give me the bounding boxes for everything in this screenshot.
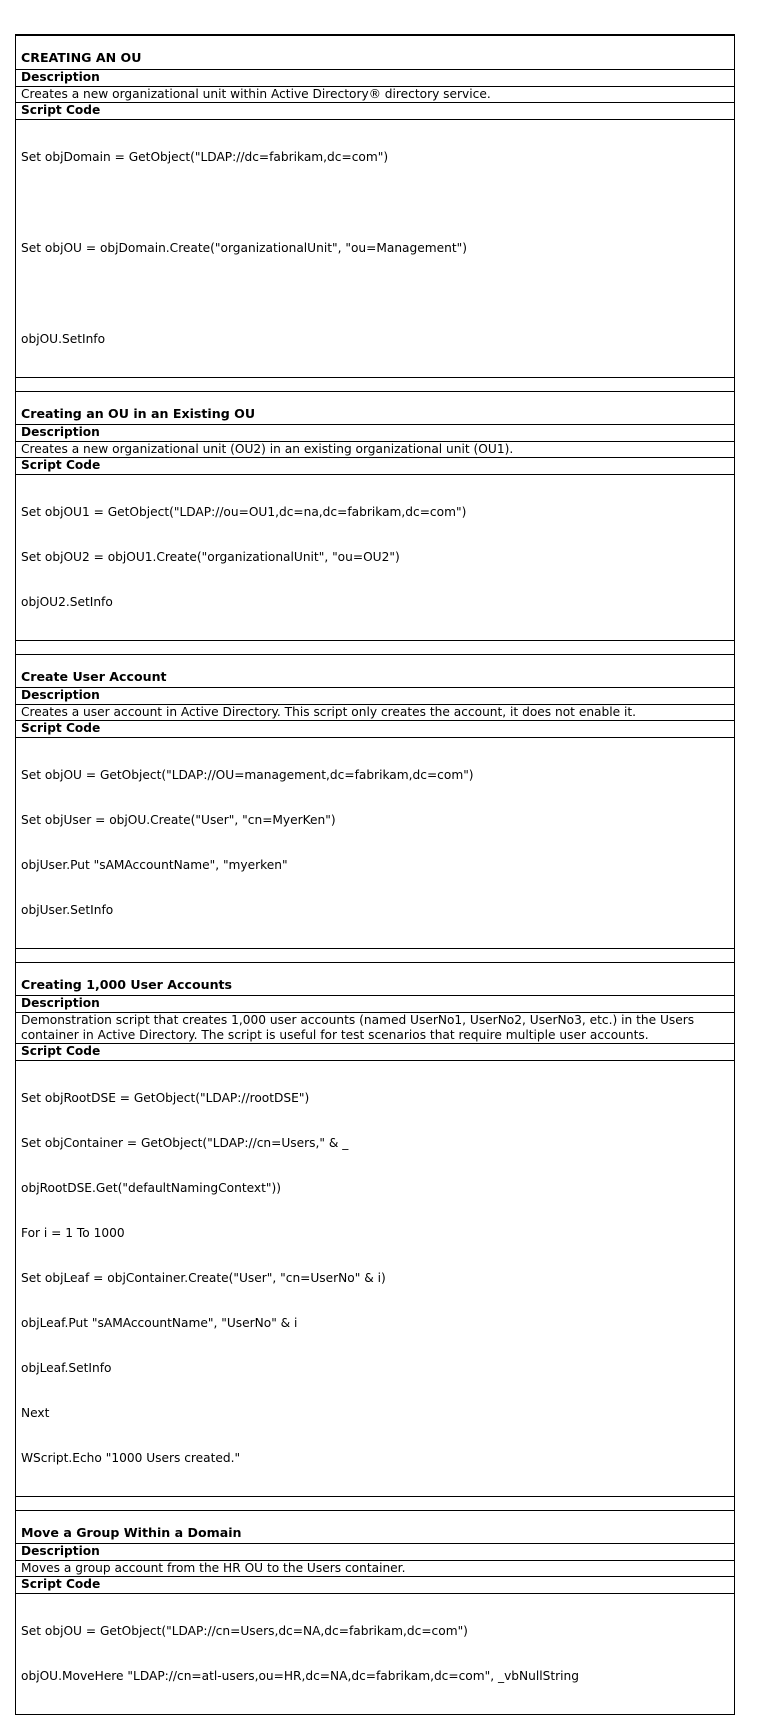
section-title: Creating an OU in an Existing OU [16,391,734,424]
script-code-block [16,737,734,948]
description-text: Demonstration script that creates 1,000 user accounts (named UserNo1, UserNo2, UserNo3, etc.) in the Users container in Active Directory. The script is useful for test scenarios that require multiple user accounts. [16,1012,734,1043]
code-line: Set objOU1 = GetObject("LDAP://ou=OU1,dc=na,dc=fabrikam,dc=com") [21,505,467,519]
code-line: objUser.Put "sAMAccountName", "myerken" [21,858,288,872]
section-spacer [16,640,734,654]
script-code-block [16,474,734,640]
code-line: objOU2.SetInfo [21,595,113,609]
description-label: Description [16,1543,734,1560]
code-line-blank [21,286,734,302]
script-code-label: Script Code [16,457,734,474]
description-label: Description [16,424,734,441]
script-document-table [15,34,735,1715]
section-title: Move a Group Within a Domain [16,1510,734,1543]
code-line: For i = 1 To 1000 [21,1226,125,1240]
section-spacer [16,1496,734,1510]
code-line-blank [21,195,734,211]
script-code-label: Script Code [16,102,734,119]
section-spacer [16,948,734,962]
code-line: objOU.MoveHere "LDAP://cn=atl-users,ou=HR,dc=NA,dc=fabrikam,dc=com", _vbNullString [21,1669,580,1683]
code-line: Set objContainer = GetObject("LDAP://cn=Users," & _ [21,1136,349,1150]
description-label: Description [16,69,734,86]
description-label: Description [16,687,734,704]
code-line: objLeaf.SetInfo [21,1361,112,1375]
code-line: Set objOU2 = objOU1.Create("organizationalUnit", "ou=OU2") [21,550,400,564]
section-spacer [16,377,734,391]
description-label: Description [16,995,734,1012]
section-title: Create User Account [16,654,734,687]
code-line: Set objOU = GetObject("LDAP://OU=management,dc=fabrikam,dc=com") [21,768,474,782]
script-code-block [16,1060,734,1496]
code-line: objOU.SetInfo [21,332,106,346]
description-text: Creates a user account in Active Directory. This script only creates the account, it does not enable it. [16,704,734,720]
script-code-label: Script Code [16,720,734,737]
code-line: Set objOU = GetObject("LDAP://cn=Users,dc=NA,dc=fabrikam,dc=com") [21,1624,468,1638]
description-text: Creates a new organizational unit within Active Directory® directory service. [16,86,734,102]
description-text: Moves a group account from the HR OU to the Users container. [16,1560,734,1576]
script-code-label: Script Code [16,1576,734,1593]
code-line: objLeaf.Put "sAMAccountName", "UserNo" & i [21,1316,298,1330]
description-text: Creates a new organizational unit (OU2) in an existing organizational unit (OU1). [16,441,734,457]
script-code-block [16,1593,734,1714]
code-line: Set objLeaf = objContainer.Create("User", "cn=UserNo" & i) [21,1271,386,1285]
script-code-label: Script Code [16,1043,734,1060]
code-line: Set objUser = objOU.Create("User", "cn=MyerKen") [21,813,336,827]
section-title: CREATING AN OU [21,50,142,65]
code-line: Set objRootDSE = GetObject("LDAP://rootDSE") [21,1091,310,1105]
code-line: Set objOU = objDomain.Create("organizationalUnit", "ou=Management") [21,241,467,255]
code-line: WScript.Echo "1000 Users created." [21,1451,241,1465]
code-line: objUser.SetInfo [21,903,114,917]
code-line: objRootDSE.Get("defaultNamingContext")) [21,1181,282,1195]
script-code-block [16,119,734,377]
code-line: Set objDomain = GetObject("LDAP://dc=fabrikam,dc=com") [21,150,389,164]
code-line: Next [21,1406,50,1420]
section-title: Creating 1,000 User Accounts [16,962,734,995]
